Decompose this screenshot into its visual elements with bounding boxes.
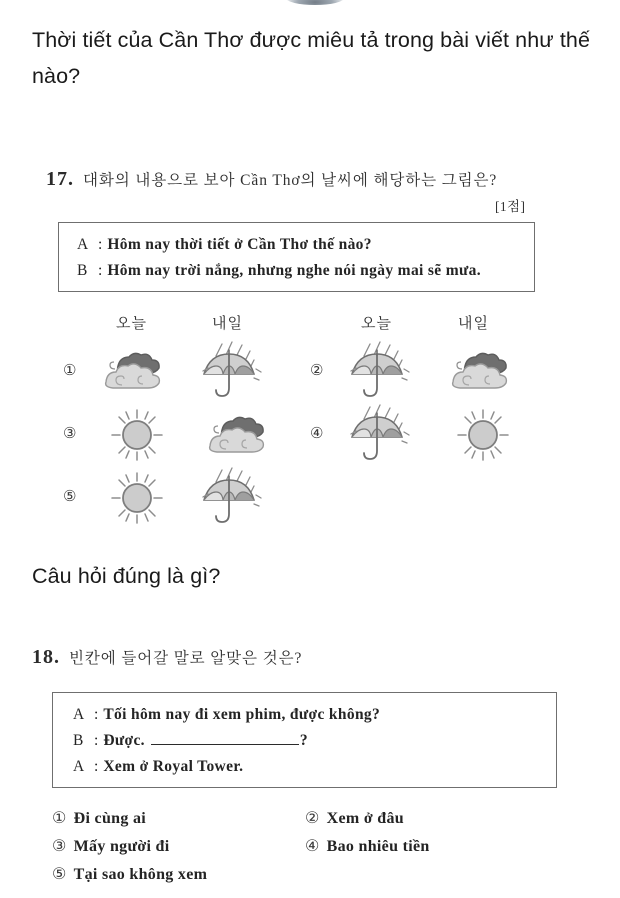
- choice-text: Bao nhiêu tiền: [326, 838, 430, 855]
- dialog-text: Hôm nay thời tiết ở Cần Thơ thế nào?: [107, 236, 372, 253]
- q18-heading: [32, 646, 302, 669]
- q18-dialog-line: [73, 755, 243, 779]
- speaker-label: A: [77, 236, 89, 253]
- q17-option-mark-1[interactable]: ①: [63, 363, 77, 379]
- choice-text: Đi cùng ai: [73, 810, 146, 827]
- speaker-label: B: [77, 262, 88, 279]
- speaker-label: B: [73, 732, 84, 749]
- q18-choice-4[interactable]: [305, 836, 430, 856]
- q17-number: 17.: [46, 168, 74, 190]
- q18-number: 18.: [32, 646, 60, 668]
- q17-option-mark-3[interactable]: ③: [63, 426, 77, 442]
- q17-points: [1점]: [495, 199, 526, 214]
- column-header-tomorrow-right: 내일: [458, 316, 489, 332]
- q17-dialog-box: [58, 222, 535, 292]
- q17-dialog-line: [77, 233, 372, 257]
- prompt-weather-question: Thời tiết của Cần Thơ được miêu tả trong bài viết như thế nào?: [32, 28, 591, 88]
- choice-mark: ①: [52, 810, 67, 827]
- speaker-colon: :: [94, 732, 99, 749]
- dialog-text: Hôm nay trời nắng, nhưng nghe nói ngày mai sẽ mưa.: [107, 262, 481, 279]
- choice-mark: ⑤: [52, 866, 67, 883]
- q18-dialog-line-blank: [73, 729, 308, 753]
- column-header-tomorrow-left: 내일: [212, 316, 243, 332]
- column-header-today-right: 오늘: [361, 316, 392, 332]
- answer-blank[interactable]: [151, 731, 299, 745]
- q18-choice-5[interactable]: [52, 864, 207, 884]
- q17-icon-sun-o5-today: [104, 469, 178, 527]
- q17-option-mark-4[interactable]: ④: [310, 426, 324, 442]
- q17-icon-cloud-o1-today: [96, 344, 170, 402]
- choice-mark: ④: [305, 838, 320, 855]
- speaker-colon: :: [94, 758, 99, 775]
- q17-dialog-line: [77, 259, 481, 283]
- prompt-correct-question: Câu hỏi đúng là gì?: [32, 564, 221, 588]
- q17-icon-umbrella-rain-o2-today: [340, 338, 414, 396]
- speaker-colon: :: [98, 236, 103, 253]
- q17-heading: [46, 168, 497, 191]
- choice-mark: ②: [305, 810, 320, 827]
- speaker-label: A: [73, 706, 85, 723]
- q18-dialog-line: [73, 703, 380, 727]
- q17-icon-cloud-o2-tomorrow: [443, 344, 517, 402]
- speaker-label: A: [73, 758, 85, 775]
- q17-option-mark-2[interactable]: ②: [310, 363, 324, 379]
- dialog-text: Xem ở Royal Tower.: [103, 758, 244, 775]
- column-header-today-left: 오늘: [116, 316, 147, 332]
- q17-icon-sun-o4-tomorrow: [450, 406, 524, 464]
- q17-icon-umbrella-rain-o1-tomorrow: [192, 338, 266, 396]
- dialog-text-post: ?: [299, 732, 309, 749]
- q17-text: 대화의 내용으로 보아 Cần Thơ의 날씨에 해당하는 그림은?: [83, 172, 498, 189]
- choice-text: Xem ở đâu: [326, 810, 404, 827]
- q18-choice-1[interactable]: [52, 808, 146, 828]
- speaker-colon: :: [94, 706, 99, 723]
- q17-icon-umbrella-rain-o5-tomorrow: [192, 464, 266, 522]
- q18-dialog-box: [52, 692, 557, 788]
- speaker-colon: :: [98, 262, 103, 279]
- dialog-text-pre: Được.: [103, 732, 145, 749]
- q17-icon-umbrella-rain-o4-today: [340, 401, 414, 459]
- q18-choice-3[interactable]: [52, 836, 170, 856]
- q18-choice-2[interactable]: [305, 808, 404, 828]
- q17-option-mark-5[interactable]: ⑤: [63, 489, 77, 505]
- choice-mark: ③: [52, 838, 67, 855]
- q17-icon-cloud-o3-tomorrow: [200, 408, 274, 466]
- choice-text: Tại sao không xem: [73, 866, 208, 883]
- choice-text: Mấy người đi: [73, 838, 170, 855]
- dialog-text: Tối hôm nay đi xem phim, được không?: [103, 706, 381, 723]
- q17-icon-sun-o3-today: [104, 406, 178, 464]
- q18-text: 빈칸에 들어갈 말로 알맞은 것은?: [69, 650, 303, 667]
